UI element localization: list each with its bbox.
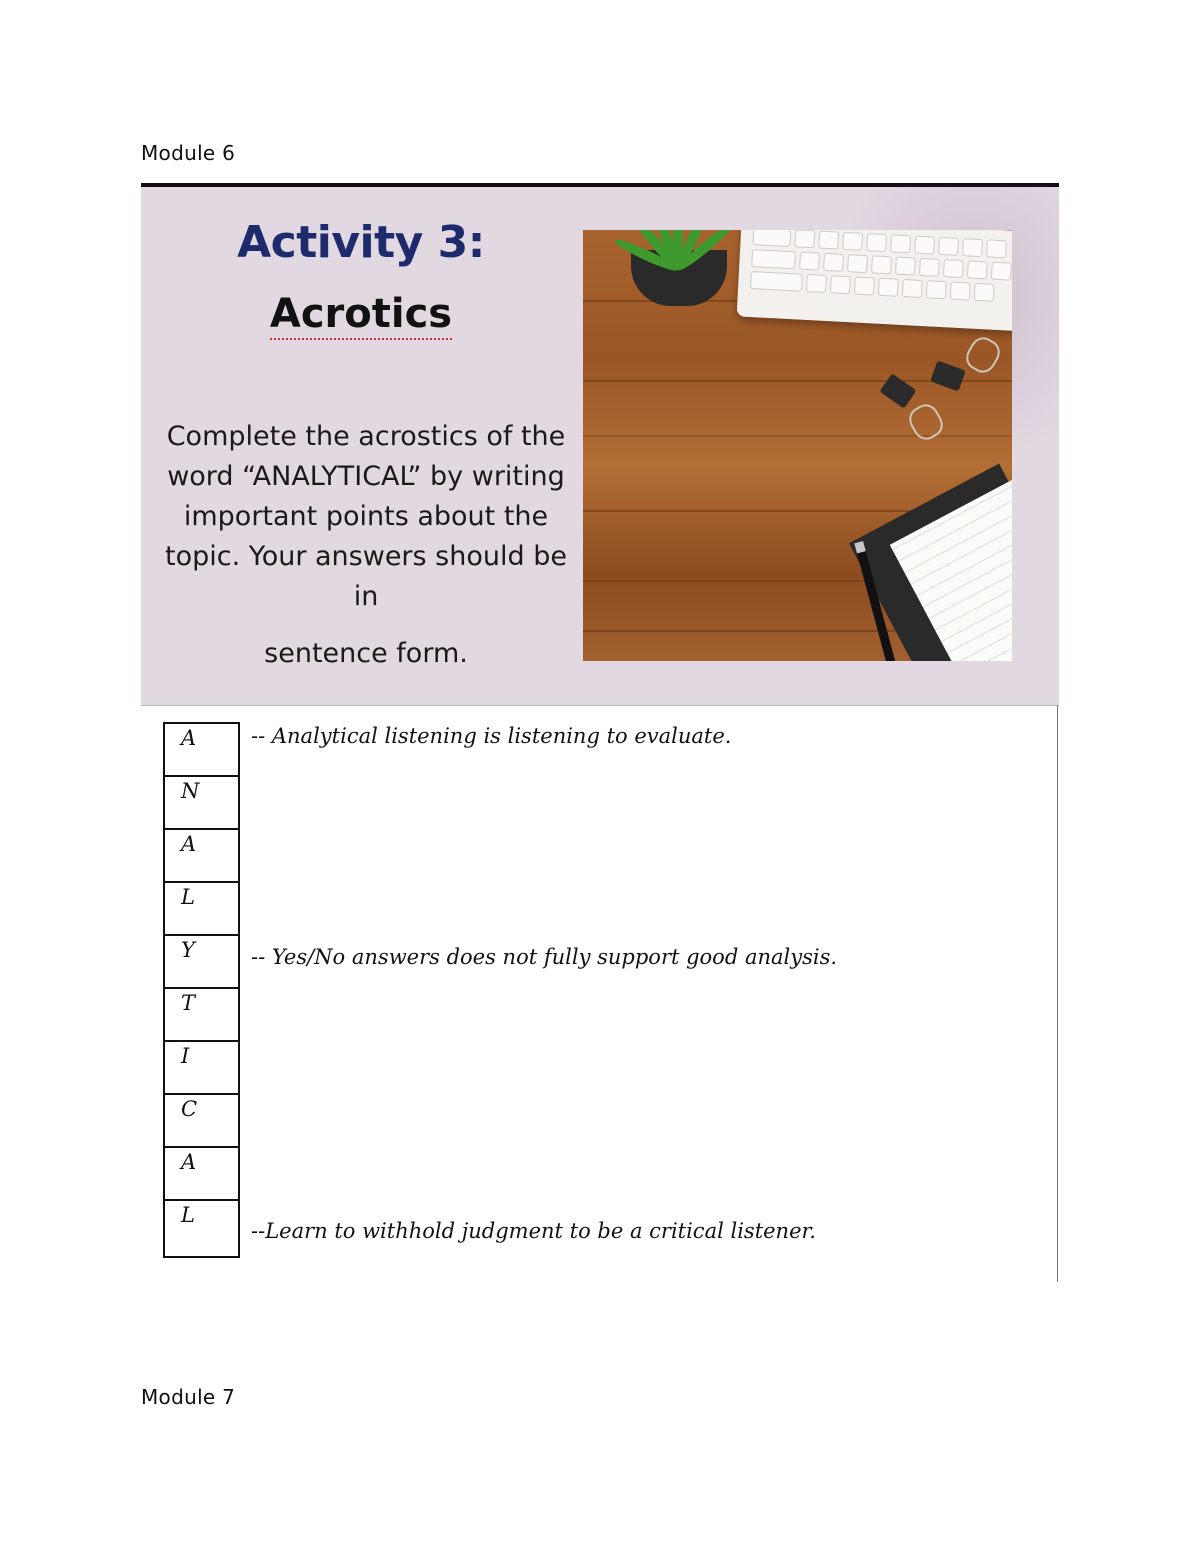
acrostic-letter: A [165,724,238,777]
acrostic-letter: C [165,1095,238,1148]
module-7-label: Module 7 [141,1385,236,1409]
instructions-text: Complete the acrostics of the word “ANALYTICAL” by writing important points about the topic. Your answers should be in [165,421,567,612]
activity-banner [141,187,1059,705]
binder-clip-icon [930,361,966,392]
activity-instructions [161,417,571,674]
acrostic-letter: I [165,1042,238,1095]
table-right-line [1057,705,1058,1282]
module-6-label: Module 6 [141,141,236,165]
acrostic-letter: T [165,989,238,1042]
instructions-text-end: sentence form. [264,638,468,669]
keyboard-icon [737,230,1012,332]
activity-subtitle-text: Acrotics [270,291,452,340]
activity-subtitle [141,291,581,337]
acrostic-answer-y: -- Yes/No answers does not fully support good analysis. [251,945,838,969]
table-top-line [141,705,1059,706]
acrostic-letter: A [165,830,238,883]
acrostic-letter-column [163,722,240,1258]
acrostic-letter: A [165,1148,238,1201]
desk-photo-icon [583,230,1012,661]
acrostic-answer-l: --Learn to withhold judgment to be a critical listener. [251,1219,816,1243]
activity-title: Activity 3: [237,217,485,268]
acrostic-answer-a: -- Analytical listening is listening to evaluate. [251,724,732,748]
acrostic-letter: L [181,1203,195,1227]
acrostic-letter: Y [165,936,238,989]
binder-clip-icon [879,373,916,408]
acrostic-letter: L [165,883,238,936]
acrostic-letter: N [165,777,238,830]
